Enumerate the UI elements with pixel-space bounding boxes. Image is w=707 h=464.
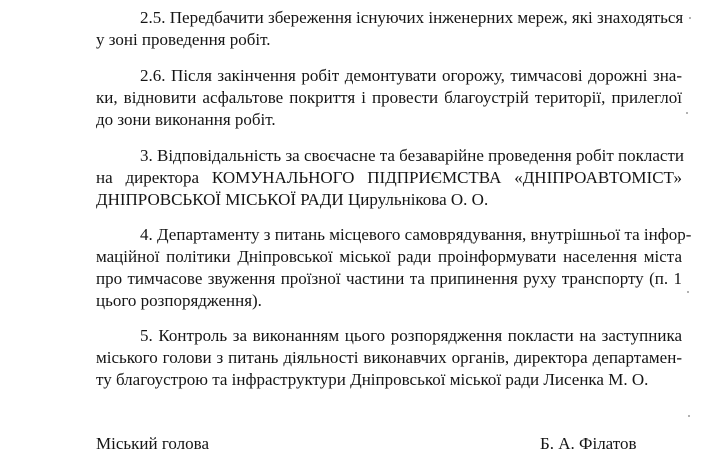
scan-speck (686, 112, 688, 114)
paragraph-4-line-4: цього розпорядження). (96, 291, 262, 310)
paragraph-5-line-2: міського голови з питань діяльності виконавчих органів, директора департамен- (96, 348, 682, 367)
signature-title: Міський голова (96, 434, 209, 453)
scan-speck (688, 415, 690, 417)
paragraph-3-line-3: ДНІПРОВСЬКОЇ МІСЬКОЇ РАДИ Цирульнікова О. О. (96, 190, 489, 209)
paragraph-5-line-3: ту благоустрою та інфраструктури Дніпровської міської ради Лисенка М. О. (96, 370, 649, 389)
scan-speck (689, 17, 691, 19)
paragraph-3-line-1: 3. Відповідальність за своєчасне та безаварійне проведення робіт покласти (140, 146, 684, 165)
paragraph-2-6-line-1: 2.6. Після закінчення робіт демонтувати огорожу, тимчасові дорожні зна- (140, 66, 682, 85)
paragraph-4-line-2: маційної політики Дніпровської міської ради проінформувати населення міста (96, 247, 682, 266)
paragraph-2-5-line-2: у зоні проведення робіт. (96, 30, 271, 49)
paragraph-2-5-line-1: 2.5. Передбачити збереження існуючих інженерних мереж, які знаходяться (140, 8, 684, 27)
scan-speck (687, 291, 689, 293)
paragraph-3-line-2: на директора КОМУНАЛЬНОГО ПІДПРИЄМСТВА «ДНІПРОАВТОМІСТ» (96, 168, 682, 187)
paragraph-2-6-line-2: ки, відновити асфальтове покриття і провести благоустрій території, прилеглої (96, 88, 682, 107)
paragraph-2-6-line-3: до зони виконання робіт. (96, 110, 276, 129)
paragraph-4-line-3: про тимчасове звуження проїзної частини та припинення руху транспорту (п. 1 (96, 269, 682, 288)
paragraph-4-line-1: 4. Департаменту з питань місцевого самоврядування, внутрішньої та інфор- (140, 225, 692, 244)
paragraph-5-line-1: 5. Контроль за виконанням цього розпорядження покласти на заступника (140, 326, 682, 345)
signature-name: Б. А. Філатов (540, 434, 637, 453)
